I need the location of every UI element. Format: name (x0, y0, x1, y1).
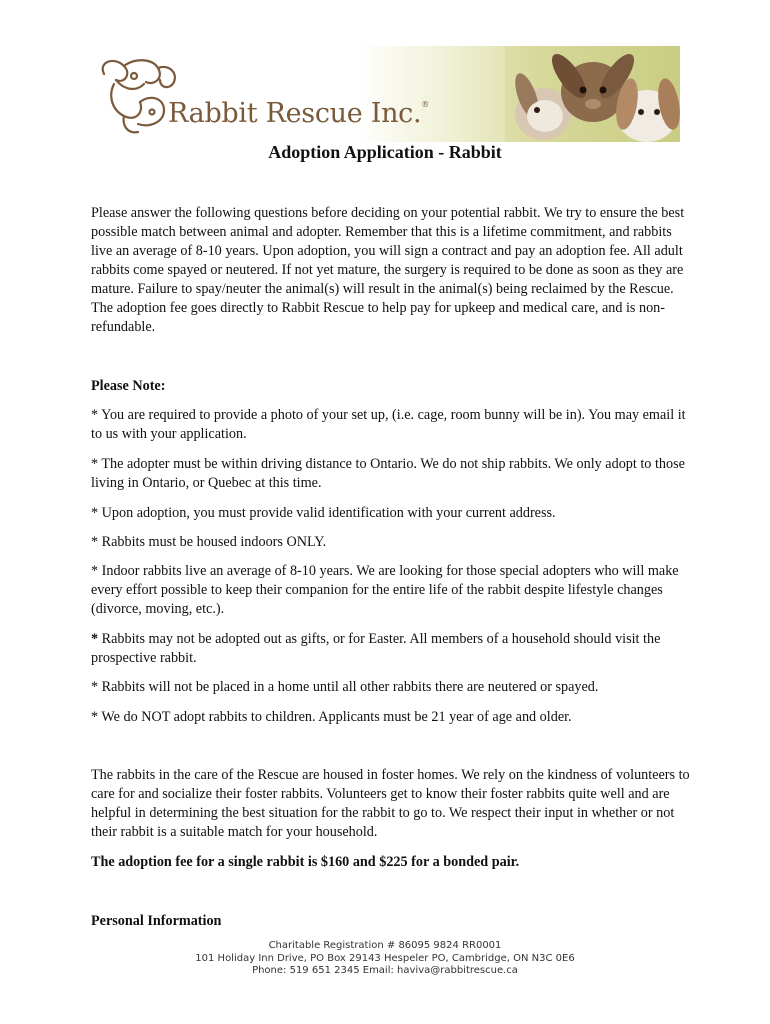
note-heading: Please Note: (91, 378, 166, 394)
footer-address: 101 Holiday Inn Drive, PO Box 29143 Hespeler PO, Cambridge, ON N3C 0E6 (195, 952, 575, 964)
note-item-neutered: * Rabbits will not be placed in a home until all other rabbits there are neutered or spayed. (91, 679, 599, 695)
brand-name-text: Rabbit Rescue Inc. (168, 98, 422, 129)
registered-mark: ® (421, 100, 429, 109)
note-item-lifespan: * Indoor rabbits live an average of 8-10 years. We are looking for those special adopters who will make every effort possible to keep their companion for the entire life of the rabbit despite lifestyle changes (divorce, moving, etc.). (91, 563, 679, 617)
header-banner (90, 46, 680, 142)
note-item-gifts-text: Rabbits may not be adopted out as gifts, or for Easter. All members of a household should visit the prospective rabbit. (91, 631, 661, 666)
adoption-fee: The adoption fee for a single rabbit is $160 and $225 for a bonded pair. (91, 854, 520, 870)
note-item-gifts (91, 630, 691, 668)
footer-registration: Charitable Registration # 86095 9824 RR0001 (268, 940, 502, 951)
intro-paragraph: Please answer the following questions before deciding on your potential rabbit. We try to ensure the best possible match between animal and adopter. Remember that this is a lifetime commitment, and rabbits live an average of 8-10 years. Upon adoption, you will sign a contract and pay an adoption fee. All adult rabbits come spayed or neutered. If not yet mature, the surgery is required to be done as soon as they are mature. Failure to spay/neuter the animal(s) will result in the animal(s) being reclaimed by the Rescue. The adoption fee goes directly to Rabbit Rescue to help pay for upkeep and medical care, and is non-refundable. (91, 205, 685, 335)
footer-contact: Phone: 519 651 2345 Email: haviva@rabbitrescue.ca (252, 965, 518, 976)
note-item-photo: * You are required to provide a photo of your set up, (i.e. cage, room bunny will be in). You may email it to us with your application. (91, 407, 686, 442)
note-item-age: * We do NOT adopt rabbits to children. Applicants must be 21 year of age and older. (91, 709, 572, 725)
brand-name (168, 98, 429, 129)
footer (0, 940, 770, 978)
note-item-indoors: * Rabbits must be housed indoors ONLY. (91, 534, 327, 550)
page-title: Adoption Application - Rabbit (268, 142, 502, 162)
rabbits-photo (505, 46, 680, 142)
foster-paragraph: The rabbits in the care of the Rescue are housed in foster homes. We rely on the kindness of volunteers to care for and socialize their foster rabbits. Volunteers get to know their foster rabbits quite well and are helpful in determining the best situation for the rabbit to go to. We respect their input in whether or not their rabbit is a suitable match for your household. (91, 767, 690, 840)
note-item-distance: * The adopter must be within driving distance to Ontario. We do not ship rabbits. We only adopt to those living in Ontario, or Quebec at this time. (91, 456, 685, 491)
section-heading-personal-information: Personal Information (91, 913, 222, 929)
note-bullet-star: * (91, 631, 99, 647)
note-item-identification: * Upon adoption, you must provide valid identification with your current address. (91, 505, 556, 521)
